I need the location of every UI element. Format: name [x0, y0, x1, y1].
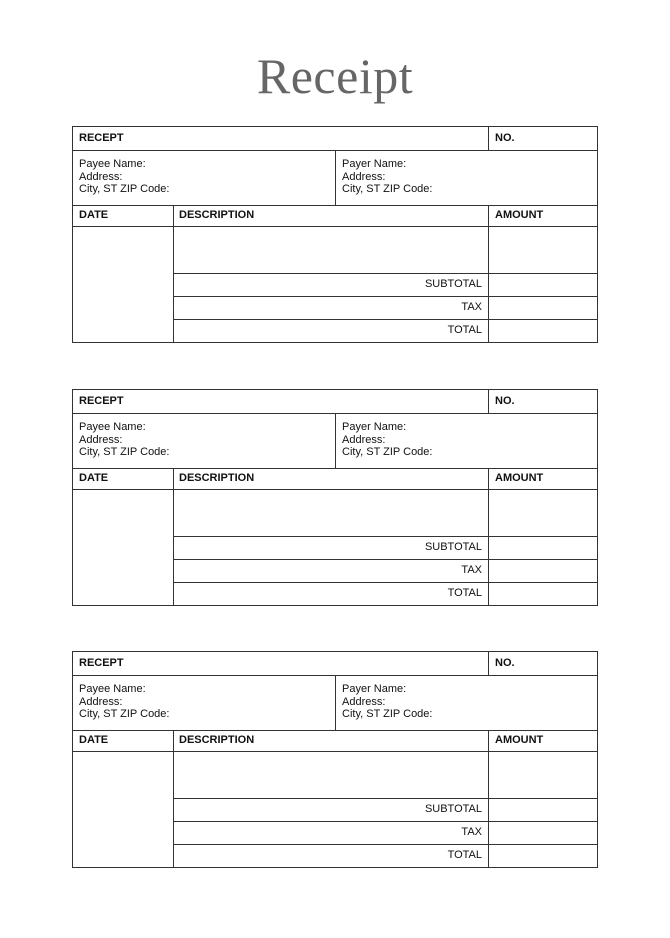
date-header: DATE: [79, 472, 109, 484]
recept-label: RECEPT: [79, 132, 124, 144]
payee-address-label: Address:: [79, 434, 123, 446]
row-divider: [73, 489, 597, 490]
row-divider: [173, 273, 597, 274]
row-divider: [173, 296, 597, 297]
row-divider: [173, 844, 597, 845]
row-divider: [173, 559, 597, 560]
payer-address-label: Address:: [342, 434, 386, 446]
payee-city-label: City, ST ZIP Code:: [79, 183, 170, 195]
receipt-form: [72, 651, 598, 868]
payee-city-label: City, ST ZIP Code:: [79, 708, 170, 720]
payer-city-label: City, ST ZIP Code:: [342, 183, 433, 195]
amount-header: AMOUNT: [495, 472, 544, 484]
payee-address-label: Address:: [79, 696, 123, 708]
recept-label: RECEPT: [79, 657, 124, 669]
amount-header: AMOUNT: [495, 734, 544, 746]
row-divider: [173, 582, 597, 583]
row-divider: [73, 205, 597, 206]
number-label: NO.: [495, 132, 515, 144]
row-divider: [73, 751, 597, 752]
column-divider: [488, 468, 489, 605]
total-label: TOTAL: [447, 324, 482, 336]
description-header: DESCRIPTION: [179, 472, 255, 484]
date-header: DATE: [79, 734, 109, 746]
payee-address-label: Address:: [79, 171, 123, 183]
subtotal-label: SUBTOTAL: [424, 803, 482, 815]
subtotal-label: SUBTOTAL: [424, 278, 482, 290]
payer-address-label: Address:: [342, 171, 386, 183]
column-divider: [488, 205, 489, 342]
payer-address-label: Address:: [342, 696, 386, 708]
amount-header: AMOUNT: [495, 209, 544, 221]
receipt-form: [72, 389, 598, 606]
column-divider: [335, 413, 336, 468]
column-divider: [173, 468, 174, 605]
payer-city-label: City, ST ZIP Code:: [342, 446, 433, 458]
row-divider: [73, 468, 597, 469]
row-divider: [173, 821, 597, 822]
payer-name-label: Payer Name:: [342, 158, 407, 170]
column-divider: [488, 127, 489, 150]
payer-city-label: City, ST ZIP Code:: [342, 708, 433, 720]
payee-name-label: Payee Name:: [79, 158, 146, 170]
tax-label: TAX: [461, 564, 482, 576]
payee-city-label: City, ST ZIP Code:: [79, 446, 170, 458]
tax-label: TAX: [461, 301, 482, 313]
row-divider: [173, 536, 597, 537]
subtotal-label: SUBTOTAL: [424, 541, 482, 553]
column-divider: [173, 205, 174, 342]
row-divider: [173, 319, 597, 320]
total-label: TOTAL: [447, 849, 482, 861]
payee-name-label: Payee Name:: [79, 683, 146, 695]
column-divider: [335, 675, 336, 730]
description-header: DESCRIPTION: [179, 734, 255, 746]
payer-name-label: Payer Name:: [342, 421, 407, 433]
payee-name-label: Payee Name:: [79, 421, 146, 433]
column-divider: [173, 730, 174, 867]
recept-label: RECEPT: [79, 395, 124, 407]
page-title: Receipt: [256, 48, 414, 104]
column-divider: [488, 730, 489, 867]
total-label: TOTAL: [447, 587, 482, 599]
date-header: DATE: [79, 209, 109, 221]
column-divider: [335, 150, 336, 205]
description-header: DESCRIPTION: [179, 209, 255, 221]
number-label: NO.: [495, 657, 515, 669]
row-divider: [173, 798, 597, 799]
tax-label: TAX: [461, 826, 482, 838]
column-divider: [488, 390, 489, 413]
row-divider: [73, 730, 597, 731]
column-divider: [488, 652, 489, 675]
row-divider: [73, 226, 597, 227]
number-label: NO.: [495, 395, 515, 407]
payer-name-label: Payer Name:: [342, 683, 407, 695]
receipt-form: [72, 126, 598, 343]
